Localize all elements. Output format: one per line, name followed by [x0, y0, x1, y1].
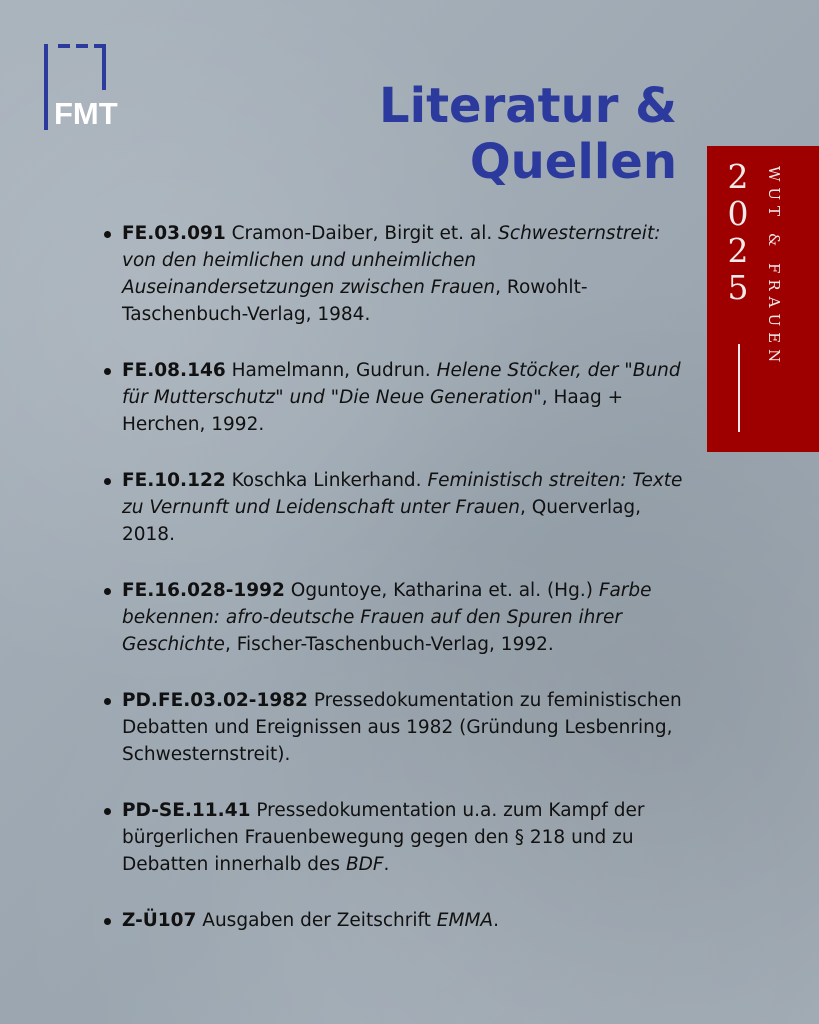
- fmt-logo: [44, 44, 118, 131]
- bibliography-entry: [100, 220, 685, 328]
- logo-dash: [58, 44, 70, 48]
- entry-text: Oguntoye, Katharina et. al. (Hg.): [284, 580, 599, 601]
- year-digit: 2: [727, 231, 749, 270]
- work-title: Farbe bekennen: afro-deutsche Frauen auf den Spuren ihrer Geschichte: [122, 580, 652, 655]
- entry-text: .: [383, 854, 390, 875]
- signature-code: FE.08.146: [122, 360, 226, 381]
- banner-year: [723, 158, 753, 306]
- entry-text: , Querverlag, 2018.: [122, 497, 642, 545]
- logo-dash: [76, 44, 88, 48]
- signature-code: FE.16.028-1992: [122, 580, 285, 601]
- logo-bracket-left: [44, 44, 48, 130]
- entry-text: Pressedokumentation zu feministischen Debatten und Ereignissen aus 1982 (Gründung Lesbenring, Schwesternstreit).: [122, 690, 682, 765]
- signature-code: PD.FE.03.02-1982: [122, 690, 308, 711]
- logo-bracket-right: [102, 44, 106, 90]
- entry-text: Cramon-Daiber, Birgit et. al.: [225, 223, 499, 244]
- page-title: [379, 78, 677, 190]
- entry-text: , Fischer-Taschenbuch-Verlag, 1992.: [224, 634, 554, 655]
- entry-text: Koschka Linkerhand.: [225, 470, 428, 491]
- bibliography-entry: [100, 467, 685, 548]
- signature-code: FE.03.091: [122, 223, 226, 244]
- entry-text: Pressedokumentation u.a. zum Kampf der bürgerlichen Frauenbewegung gegen den § 218 und zu Debatten innerhalb des: [122, 800, 645, 875]
- bibliography-entry: [100, 907, 685, 934]
- year-digit: 2: [727, 157, 749, 196]
- work-title: Feministisch streiten: Texte zu Vernunft und Leidenschaft unter Frauen: [122, 470, 683, 518]
- event-banner: [707, 146, 819, 452]
- work-title: BDF: [345, 854, 384, 875]
- bibliography-entry: [100, 357, 685, 438]
- banner-text: WUT & FRAUEN: [765, 166, 783, 369]
- logo-text: FMT: [54, 96, 118, 131]
- signature-code: Z-Ü107: [122, 910, 197, 931]
- signature-code: PD-SE.11.41: [122, 800, 251, 821]
- entry-text: Hamelmann, Gudrun.: [225, 360, 437, 381]
- work-title: Helene Stöcker, der "Bund für Mutterschutz" und "Die Neue Generation": [122, 360, 681, 408]
- signature-code: FE.10.122: [122, 470, 226, 491]
- bibliography-entry: [100, 577, 685, 658]
- work-title: EMMA: [436, 910, 494, 931]
- title-line-1: Literatur &: [379, 78, 677, 134]
- title-line-2: Quellen: [469, 134, 677, 190]
- banner-divider: [738, 344, 740, 432]
- entry-text: , Haag + Herchen, 1992.: [122, 387, 624, 435]
- year-digit: 5: [727, 268, 749, 307]
- entry-text: , Rowohlt-Taschenbuch-Verlag, 1984.: [122, 277, 588, 325]
- bibliography-entry: [100, 797, 685, 878]
- bibliography-list: [100, 220, 685, 963]
- entry-text: .: [493, 910, 499, 931]
- bibliography-entry: [100, 687, 685, 768]
- year-digit: 0: [727, 194, 749, 233]
- work-title: Schwesternstreit: von den heimlichen und unheimlichen Auseinandersetzungen zwischen Frauen: [122, 223, 661, 298]
- entry-text: Ausgaben der Zeitschrift: [196, 910, 437, 931]
